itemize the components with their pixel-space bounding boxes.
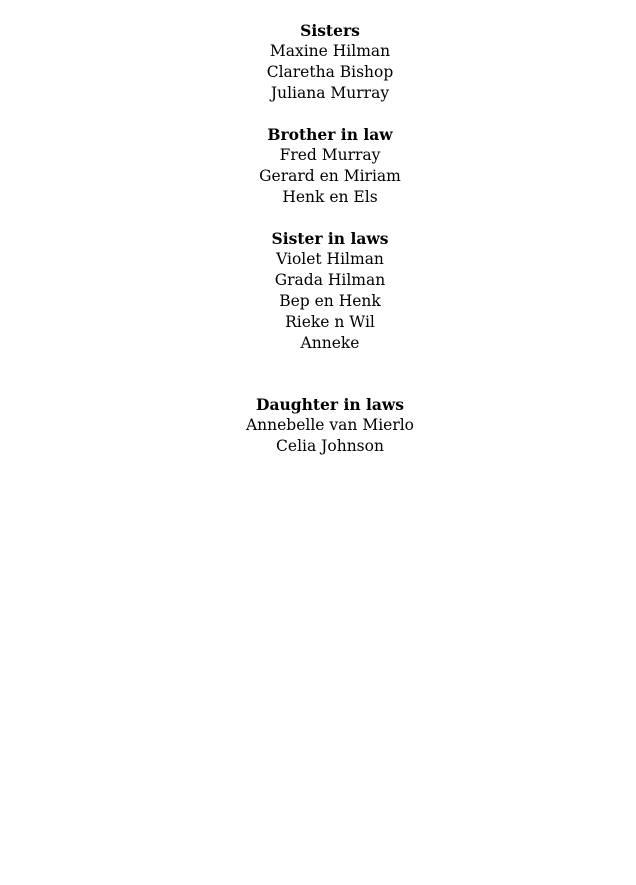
section-title: Sister in laws bbox=[271, 229, 389, 248]
person-name: Maxine Hilman bbox=[269, 42, 391, 60]
section-title: Brother in law bbox=[267, 125, 393, 144]
person-name: Rieke n Wil bbox=[285, 313, 375, 331]
person-name: Henk en Els bbox=[282, 188, 378, 206]
person-name: Celia Johnson bbox=[276, 437, 384, 455]
person-name: Anneke bbox=[300, 334, 360, 352]
section-title: Daughter in laws bbox=[256, 395, 404, 414]
section-title: Sisters bbox=[300, 21, 360, 40]
person-name: Fred Murray bbox=[279, 146, 381, 164]
person-name: Grada Hilman bbox=[274, 271, 386, 289]
section-sisters bbox=[30, 20, 630, 104]
person-name: Bep en Henk bbox=[279, 292, 381, 310]
person-name: Violet Hilman bbox=[276, 250, 384, 268]
person-name: Annebelle van Mierlo bbox=[245, 416, 415, 434]
section-brother-in-law bbox=[30, 124, 630, 208]
person-name: Gerard en Miriam bbox=[259, 167, 401, 185]
section-sister-in-laws bbox=[30, 228, 630, 354]
section-daughter-in-laws bbox=[30, 394, 630, 457]
person-name: Juliana Murray bbox=[270, 84, 390, 102]
person-name: Claretha Bishop bbox=[266, 63, 394, 81]
